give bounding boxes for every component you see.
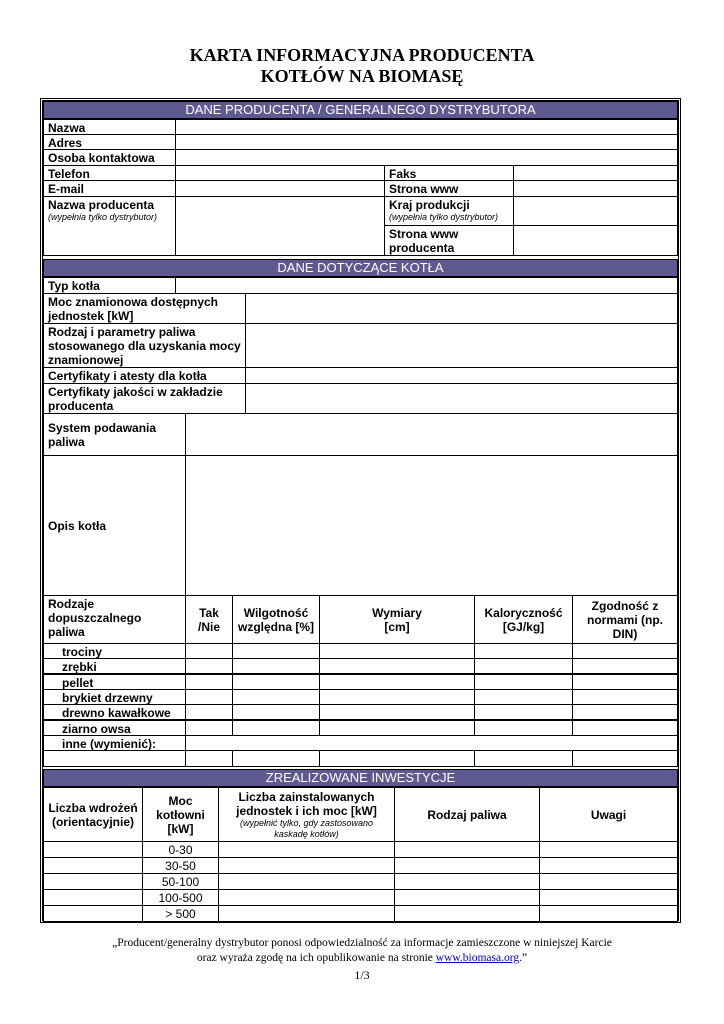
field-email[interactable] <box>175 180 385 197</box>
fuel-row-cell[interactable] <box>232 658 320 674</box>
inv-row-range: 0-30 <box>142 841 219 858</box>
footer-line2-pre: oraz wyraża zgodę na ich opublikowanie na stronie <box>196 952 436 964</box>
field-strona-producenta[interactable] <box>513 225 678 256</box>
inv-row-cell[interactable] <box>218 889 395 906</box>
fuel-header-kalorycznosc-text: Kaloryczność [GJ/kg] <box>484 605 563 634</box>
inv-row-cell[interactable] <box>43 905 143 922</box>
field-typ[interactable] <box>175 277 678 294</box>
field-nazwa[interactable] <box>175 119 678 135</box>
field-system[interactable] <box>185 413 678 456</box>
fuel-row-other-field[interactable] <box>185 735 678 751</box>
fuel-header-taknie-text: Tak /Nie <box>197 605 220 634</box>
fuel-row-cell[interactable] <box>474 704 573 720</box>
field-rodzaj[interactable] <box>245 323 678 368</box>
inv-header-jednostki <box>218 787 395 842</box>
fuel-row-cell[interactable] <box>232 720 320 736</box>
fuel-row-cell[interactable] <box>572 704 678 720</box>
field-telefon[interactable] <box>175 165 385 181</box>
fuel-header-kalorycznosc <box>474 595 573 644</box>
fuel-row-label: pellet <box>43 674 186 690</box>
label-email: E-mail <box>43 180 176 197</box>
inv-header-uwagi-text: Uwagi <box>590 807 627 822</box>
fuel-blank-cell[interactable] <box>572 750 678 767</box>
label-telefon: Telefon <box>43 165 176 181</box>
fuel-row-cell[interactable] <box>572 674 678 690</box>
fuel-blank-cell[interactable] <box>185 750 233 767</box>
kraj-text: Kraj produkcji <box>389 198 470 212</box>
fuel-blank-cell[interactable] <box>232 750 320 767</box>
page-title-line1: KARTA INFORMACYJNA PRODUCENTA <box>189 45 535 65</box>
fuel-row-cell[interactable] <box>474 674 573 690</box>
inv-row-cell[interactable] <box>539 873 678 890</box>
fuel-row-cell[interactable] <box>319 720 475 736</box>
fuel-header-zgodnosc <box>572 595 678 644</box>
inv-row-cell[interactable] <box>394 889 540 906</box>
fuel-row-cell[interactable] <box>572 658 678 674</box>
inv-row-cell[interactable] <box>539 889 678 906</box>
field-moc[interactable] <box>245 293 678 324</box>
inv-header-jednostki-text: Liczba zainstalowanych jednostek i ich moc [kW] <box>236 789 377 818</box>
fuel-row-cell[interactable] <box>185 689 233 705</box>
field-faks[interactable] <box>513 165 678 181</box>
inv-row-cell[interactable] <box>218 857 395 874</box>
fuel-row-cell[interactable] <box>474 643 573 659</box>
section-header-investments: ZREALIZOWANE INWESTYCJE <box>43 769 678 787</box>
fuel-row-label: drewno kawałkowe <box>43 704 186 720</box>
label-nazwa: Nazwa <box>43 119 176 135</box>
footer-line2 <box>0 951 724 966</box>
label-system <box>43 413 186 456</box>
nazwa-producenta-note: (wypełnia tylko dystrybutor) <box>48 212 158 222</box>
fuel-row-cell[interactable] <box>319 674 475 690</box>
inv-row-range: 30-50 <box>142 857 219 874</box>
inv-row-cell[interactable] <box>43 889 143 906</box>
footer-line2-post: .” <box>519 952 528 964</box>
inv-header-liczba <box>43 787 143 842</box>
inv-row-cell[interactable] <box>394 857 540 874</box>
inv-row-cell[interactable] <box>43 873 143 890</box>
fuel-blank-cell[interactable] <box>319 750 475 767</box>
inv-row-cell[interactable] <box>43 841 143 858</box>
fuel-row-cell[interactable] <box>319 704 475 720</box>
fuel-row-label: inne (wymienić): <box>43 735 186 751</box>
label-strona: Strona www <box>384 180 514 197</box>
fuel-row-cell[interactable] <box>319 643 475 659</box>
field-nazwa-producenta[interactable] <box>175 196 385 256</box>
fuel-row-label: ziarno owsa <box>43 720 186 736</box>
fuel-row-cell[interactable] <box>185 720 233 736</box>
field-opis[interactable] <box>185 455 678 596</box>
inv-row-cell[interactable] <box>394 841 540 858</box>
fuel-row-label: trociny <box>43 643 186 659</box>
fuel-row-cell[interactable] <box>185 658 233 674</box>
fuel-row-label: brykiet drzewny <box>43 689 186 705</box>
label-rodzaj: Rodzaj i parametry paliwa stosowanego dla uzyskania mocy znamionowej <box>43 323 246 368</box>
fuel-blank-cell[interactable] <box>43 750 186 767</box>
inv-row-range: 100-500 <box>142 889 219 906</box>
inv-header-uwagi <box>539 787 678 842</box>
label-kraj <box>384 196 514 226</box>
label-nazwa-producenta <box>43 196 176 256</box>
label-opis <box>43 455 186 596</box>
section-header-producer: DANE PRODUCENTA / GENERALNEGO DYSTRYBUTORA <box>43 101 678 119</box>
fuel-row-cell[interactable] <box>232 674 320 690</box>
inv-header-moc <box>142 787 219 842</box>
fuel-row-cell[interactable] <box>572 643 678 659</box>
label-typ: Typ kotła <box>43 277 176 294</box>
label-faks: Faks <box>384 165 514 181</box>
inv-row-cell[interactable] <box>394 905 540 922</box>
fuel-header-wymiary-text: Wymiary [cm] <box>372 605 422 634</box>
kraj-note: (wypełnia tylko dystrybutor) <box>389 212 499 222</box>
label-certyfikaty: Certyfikaty i atesty dla kotła <box>43 367 246 384</box>
inv-row-range: 50-100 <box>142 873 219 890</box>
inv-row-cell[interactable] <box>539 857 678 874</box>
inv-header-paliwo-text: Rodzaj paliwa <box>427 807 507 822</box>
fuel-row-cell[interactable] <box>185 674 233 690</box>
field-kraj[interactable] <box>513 196 678 226</box>
label-osoba: Osoba kontaktowa <box>43 149 176 166</box>
fuel-row-cell[interactable] <box>319 689 475 705</box>
inv-row-cell[interactable] <box>43 857 143 874</box>
fuel-header-wymiary <box>319 595 475 644</box>
fuel-row-cell[interactable] <box>474 720 573 736</box>
inv-row-cell[interactable] <box>394 873 540 890</box>
fuel-row-cell[interactable] <box>232 643 320 659</box>
page-number: 1/3 <box>354 968 370 982</box>
system-text: System podawania paliwa <box>48 420 157 449</box>
fuel-header-rodzaje: Rodzaje dopuszczalnego paliwa <box>43 595 186 644</box>
page-title-line2: KOTŁÓW NA BIOMASĘ <box>260 66 464 86</box>
fuel-header-taknie <box>185 595 233 644</box>
fuel-header-wilgotnosc-text: Wilgotność względna [%] <box>237 605 314 634</box>
fuel-row-cell[interactable] <box>572 689 678 705</box>
label-strona-producenta: Strona www producenta <box>384 225 514 256</box>
fuel-row-cell[interactable] <box>474 689 573 705</box>
opis-text: Opis kotła <box>48 518 107 533</box>
field-strona[interactable] <box>513 180 678 197</box>
fuel-row-cell[interactable] <box>185 704 233 720</box>
fuel-row-cell[interactable] <box>474 658 573 674</box>
fuel-row-cell[interactable] <box>232 704 320 720</box>
field-certyfikaty-jakosci[interactable] <box>245 383 678 414</box>
section-header-boiler: DANE DOTYCZĄCE KOTŁA <box>43 259 678 277</box>
fuel-header-zgodnosc-text: Zgodność z normami (np. DIN) <box>586 598 663 641</box>
inv-row-range: > 500 <box>142 905 219 922</box>
inv-row-cell[interactable] <box>218 873 395 890</box>
label-certyfikaty-jakosci: Certyfikaty jakości w zakładzie producenta <box>43 383 246 414</box>
inv-row-cell[interactable] <box>218 841 395 858</box>
nazwa-producenta-text: Nazwa producenta <box>48 198 155 212</box>
field-adres[interactable] <box>175 134 678 150</box>
fuel-row-cell[interactable] <box>232 689 320 705</box>
inv-header-paliwo <box>394 787 540 842</box>
footer-line1: „Producent/generalny dystrybutor ponosi odpowiedzialność za informacje zamieszczone w niniejszej Karcie <box>112 937 612 949</box>
inv-header-liczba-text: Liczba wdrożeń (orientacyjnie) <box>48 800 138 829</box>
fuel-row-label: zrębki <box>43 658 186 674</box>
field-osoba[interactable] <box>175 149 678 166</box>
fuel-row-cell[interactable] <box>319 658 475 674</box>
inv-row-cell[interactable] <box>218 905 395 922</box>
fuel-header-wilgotnosc <box>232 595 320 644</box>
footer-link[interactable]: www.biomasa.org <box>435 952 520 964</box>
inv-row-cell[interactable] <box>539 841 678 858</box>
inv-row-cell[interactable] <box>539 905 678 922</box>
inv-header-jednostki-note: (wypełnić tylko, gdy zastosowano kaskadę kotłów) <box>239 817 374 839</box>
field-certyfikaty[interactable] <box>245 367 678 384</box>
label-moc: Moc znamionowa dostępnych jednostek [kW] <box>43 293 246 324</box>
fuel-blank-cell[interactable] <box>474 750 573 767</box>
fuel-row-cell[interactable] <box>572 720 678 736</box>
fuel-row-cell[interactable] <box>185 643 233 659</box>
inv-header-moc-text: Moc kotłowni [kW] <box>156 793 205 836</box>
label-adres: Adres <box>43 134 176 150</box>
